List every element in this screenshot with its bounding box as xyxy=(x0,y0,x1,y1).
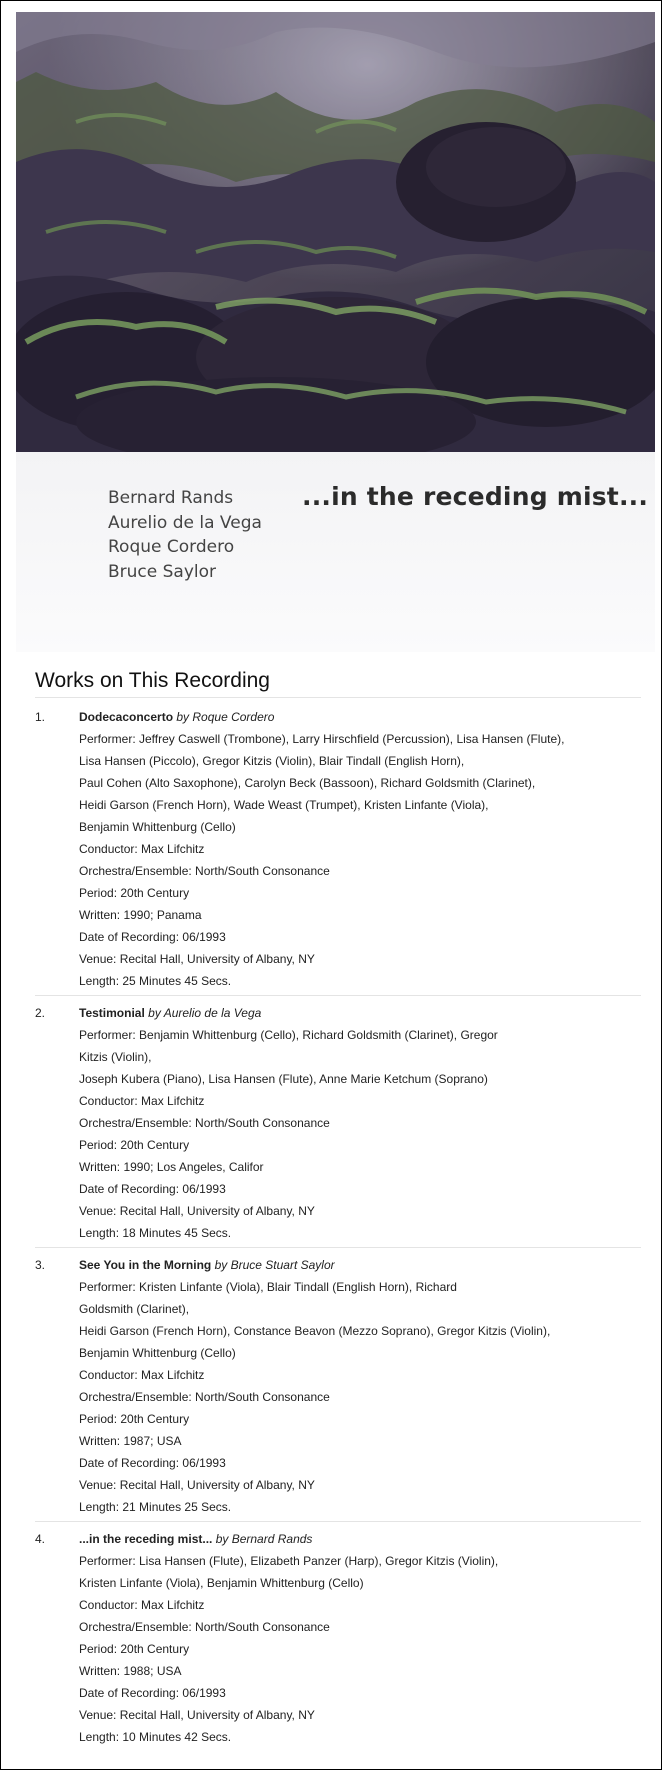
performer-line: Performer: Kristen Linfante (Viola), Blair Tindall (English Horn), Richard xyxy=(79,1280,457,1294)
written: Written: 1987; USA xyxy=(79,1434,182,1448)
performer-line: Joseph Kubera (Piano), Lisa Hansen (Flute), Anne Marie Ketchum (Soprano) xyxy=(79,1072,488,1086)
work-number: 1. xyxy=(35,710,46,724)
composer-name: Bruce Saylor xyxy=(108,561,217,582)
performer-line: Benjamin Whittenburg (Cello) xyxy=(79,820,236,834)
period: Period: 20th Century xyxy=(79,1412,190,1426)
work-number: 3. xyxy=(35,1258,46,1272)
composer-name: Bernard Rands xyxy=(108,488,234,508)
work-number: 2. xyxy=(35,1006,46,1020)
performer-line: Heidi Garson (French Horn), Constance Beavon (Mezzo Soprano), Gregor Kitzis (Violin), xyxy=(79,1324,551,1338)
written: Written: 1988; USA xyxy=(79,1664,182,1678)
performer-line: Heidi Garson (French Horn), Wade Weast (Trumpet), Kristen Linfante (Viola), xyxy=(79,798,489,812)
work-title-line xyxy=(79,1254,641,1276)
works-list xyxy=(35,706,641,1757)
conductor: Conductor: Max Lifchitz xyxy=(79,842,205,856)
ensemble: Orchestra/Ensemble: North/South Consonance xyxy=(79,1390,330,1404)
conductor: Conductor: Max Lifchitz xyxy=(79,1094,205,1108)
conductor: Conductor: Max Lifchitz xyxy=(79,1598,205,1612)
performer-line: Benjamin Whittenburg (Cello) xyxy=(79,1346,236,1360)
venue: Venue: Recital Hall, University of Albany, NY xyxy=(79,1478,315,1492)
performer-line: Paul Cohen (Alto Saxophone), Carolyn Beck (Bassoon), Richard Goldsmith (Clarinet), xyxy=(79,776,536,790)
length: Length: 21 Minutes 25 Secs. xyxy=(79,1500,232,1514)
length: Length: 25 Minutes 45 Secs. xyxy=(79,974,232,988)
work-title-line xyxy=(79,1002,641,1024)
cover-photo xyxy=(16,12,655,454)
work-item xyxy=(35,1254,641,1522)
work-composer[interactable]: by Roque Cordero xyxy=(176,710,275,724)
work-title-line xyxy=(79,706,641,728)
ensemble: Orchestra/Ensemble: North/South Consonance xyxy=(79,1620,330,1634)
venue: Venue: Recital Hall, University of Albany, NY xyxy=(79,952,315,966)
ensemble: Orchestra/Ensemble: North/South Consonance xyxy=(79,1116,330,1130)
work-title[interactable]: Testimonial xyxy=(79,1006,145,1020)
period: Period: 20th Century xyxy=(79,1642,190,1656)
venue: Venue: Recital Hall, University of Albany, NY xyxy=(79,1204,315,1218)
recording-date: Date of Recording: 06/1993 xyxy=(79,1182,226,1196)
recording-date: Date of Recording: 06/1993 xyxy=(79,1686,226,1700)
performer-line: Performer: Jeffrey Caswell (Trombone), Larry Hirschfield (Percussion), Lisa Hansen (Flute), xyxy=(79,732,565,746)
recording-date: Date of Recording: 06/1993 xyxy=(79,930,226,944)
period: Period: 20th Century xyxy=(79,1138,190,1152)
performer-line: Performer: Lisa Hansen (Flute), Elizabeth Panzer (Harp), Gregor Kitzis (Violin), xyxy=(79,1554,499,1568)
composer-name: Roque Cordero xyxy=(108,537,235,557)
work-composer[interactable]: by Aurelio de la Vega xyxy=(148,1006,262,1020)
work-composer[interactable]: by Bruce Stuart Saylor xyxy=(214,1258,335,1272)
work-number: 4. xyxy=(35,1532,46,1546)
work-title[interactable]: Dodecaconcerto xyxy=(79,710,174,724)
performer-line: Kitzis (Violin), xyxy=(79,1050,152,1064)
written: Written: 1990; Los Angeles, Califor xyxy=(79,1160,264,1174)
album-title: ...in the receding mist... xyxy=(302,482,649,511)
recording-date: Date of Recording: 06/1993 xyxy=(79,1456,226,1470)
works-heading: Works on This Recording xyxy=(35,669,641,698)
length: Length: 18 Minutes 45 Secs. xyxy=(79,1226,232,1240)
performer-line: Performer: Benjamin Whittenburg (Cello), Richard Goldsmith (Clarinet), Gregor xyxy=(79,1028,498,1042)
work-item xyxy=(35,1002,641,1248)
ensemble: Orchestra/Ensemble: North/South Consonance xyxy=(79,864,330,878)
work-title[interactable]: ...in the receding mist... xyxy=(79,1532,213,1546)
conductor: Conductor: Max Lifchitz xyxy=(79,1368,205,1382)
work-title[interactable]: See You in the Morning xyxy=(79,1258,212,1272)
work-item xyxy=(35,706,641,996)
written: Written: 1990; Panama xyxy=(79,908,202,922)
period: Period: 20th Century xyxy=(79,886,190,900)
performer-line: Goldsmith (Clarinet), xyxy=(79,1302,190,1316)
venue: Venue: Recital Hall, University of Albany, NY xyxy=(79,1708,315,1722)
work-item xyxy=(35,1528,641,1751)
work-composer[interactable]: by Bernard Rands xyxy=(215,1532,313,1546)
composer-list xyxy=(108,486,262,584)
performer-line: Kristen Linfante (Viola), Benjamin Whittenburg (Cello) xyxy=(79,1576,364,1590)
performer-line: Lisa Hansen (Piccolo), Gregor Kitzis (Violin), Blair Tindall (English Horn), xyxy=(79,754,465,768)
album-cover xyxy=(16,12,655,652)
composer-name: Aurelio de la Vega xyxy=(108,512,262,533)
work-title-line xyxy=(79,1528,641,1550)
length: Length: 10 Minutes 42 Secs. xyxy=(79,1730,232,1744)
